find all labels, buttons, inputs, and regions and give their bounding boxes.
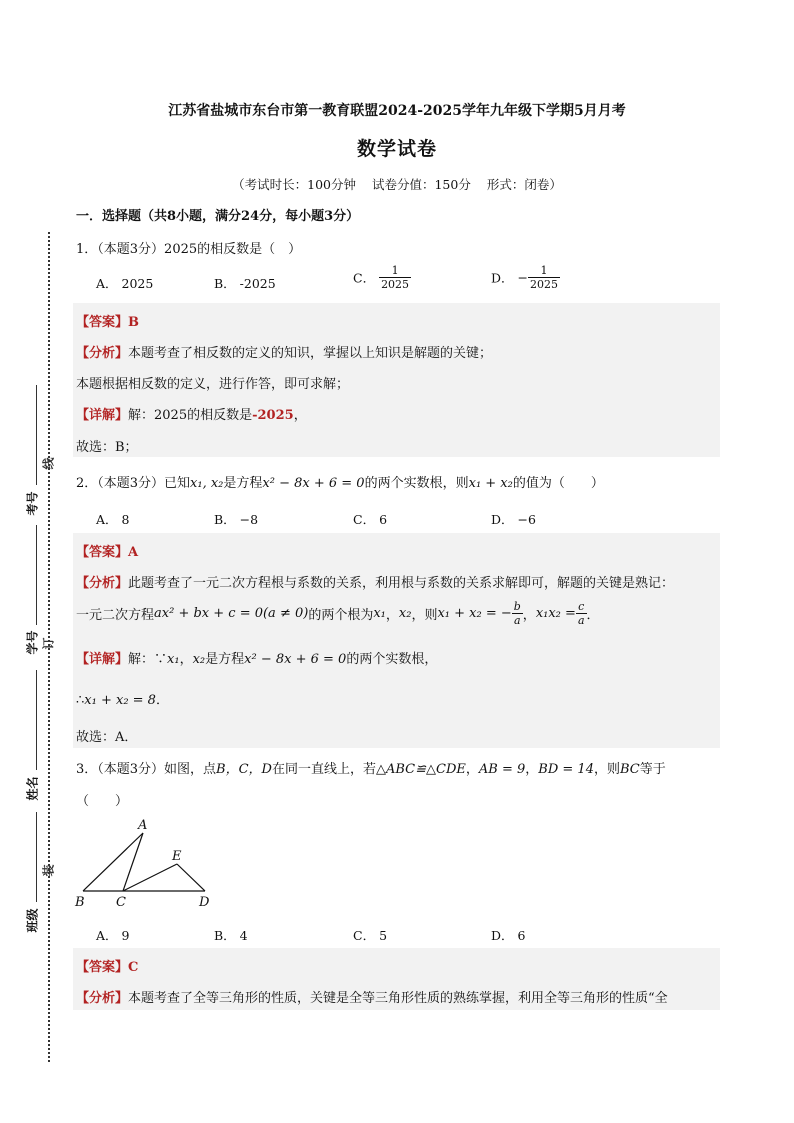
q2-option-b: B． −8 xyxy=(214,512,259,527)
q3-option-a: A． 9 xyxy=(96,928,130,943)
q3-analysis-1: 【分析】本题考查了全等三角形的性质，关键是全等三角形性质的熟练掌握，利用全等三角形的性质“全 xyxy=(76,991,668,1006)
segment-ed xyxy=(177,864,205,891)
q1-option-a: A． 2025 xyxy=(96,276,154,291)
q2-solution-box xyxy=(73,533,720,748)
q1-detail: 【详解】解：2025的相反数是-2025， xyxy=(76,408,307,423)
segment-ba xyxy=(83,833,143,891)
q3-option-c: C． 5 xyxy=(353,928,388,943)
info-time: （考试时长：100分钟 xyxy=(232,177,356,192)
q3-stem-paren: （ ） xyxy=(76,794,129,809)
q2-option-a: A． 8 xyxy=(96,512,130,527)
point-label-a: A xyxy=(138,818,148,833)
q1-option-b: B． -2025 xyxy=(214,276,276,291)
info-form: 形式：闭卷） xyxy=(486,177,562,192)
q1-option-c: C． $\frac{1}{2025}$ xyxy=(353,264,410,291)
xuehao-rule xyxy=(36,525,37,625)
q2-option-c: C． 6 xyxy=(353,512,388,527)
q2-choose: 故选：A． xyxy=(76,730,138,745)
q1-choose: 故选：B； xyxy=(76,440,138,455)
exam-info xyxy=(0,175,794,193)
exam-title-line1: 江苏省盐城市东台市第一教育联盟2024-2025学年九年级下学期5月月考 xyxy=(168,103,626,119)
kaohao-rule xyxy=(36,385,37,485)
q2-answer: 【答案】A xyxy=(76,545,139,560)
q2-option-d: D． −6 xyxy=(491,512,536,527)
info-score: 试卷分值：150分 xyxy=(371,177,471,192)
q2-stem: 2．（本题3分）已知x₁, x₂是方程x² − 8x + 6 = 0的两个实数根，则x₁ + x₂的值为（ ） xyxy=(76,476,604,491)
q2-therefore: ∴x₁ + x₂ = 8． xyxy=(76,693,169,708)
q2-analysis-2: 一元二次方程ax² + bx + c = 0(a ≠ 0)的两个根为x₁，x₂，则x₁ + x₂ = − $\frac{b}{a}$ ，x₁x₂ = $\frac{c}{a}$ ． xyxy=(76,600,600,627)
q2-detail: 【详解】解：∵x₁，x₂是方程x² − 8x + 6 = 0的两个实数根， xyxy=(76,652,438,667)
xingming-label: 姓名 xyxy=(25,776,40,801)
q3-option-b: B． 4 xyxy=(214,928,248,943)
banji-label: 班级 xyxy=(25,908,40,933)
xingming-rule xyxy=(36,670,37,770)
section-title: 一．选择题（共8小题，满分24分，每小题3分） xyxy=(76,209,360,224)
q1-option-d: D． − $\frac{1}{2025}$ xyxy=(491,264,558,291)
exam-title-line2: 数学试卷 xyxy=(356,138,437,160)
q3-stem: 3．（本题3分）如图，点B，C，D在同一直线上，若△ABC≌△CDE，AB = 9，BD = 14，则BC等于 xyxy=(76,762,666,777)
point-label-b: B xyxy=(75,895,85,910)
q3-option-d: D． 6 xyxy=(491,928,526,943)
point-label-e: E xyxy=(172,849,182,864)
q3-answer: 【答案】C xyxy=(76,960,139,975)
binding-label-xian: 线 xyxy=(41,457,56,470)
banji-rule xyxy=(36,812,37,902)
q1-analysis-2: 本题根据相反数的定义，进行作答，即可求解； xyxy=(76,377,350,392)
point-label-d: D xyxy=(199,895,210,910)
q3-triangle-figure xyxy=(70,815,220,910)
q1-stem: 1．（本题3分）2025的相反数是（ ） xyxy=(76,242,302,257)
binding-label-zhuang: 装 xyxy=(41,864,56,877)
binding-label-ding: 订 xyxy=(41,637,56,650)
xuehao-label: 学号 xyxy=(25,630,40,655)
kaohao-label: 考号 xyxy=(25,491,40,516)
q1-answer: 【答案】B xyxy=(76,315,140,330)
point-label-c: C xyxy=(116,895,126,910)
q2-analysis-1: 【分析】此题考查了一元二次方程根与系数的关系，利用根与系数的关系求解即可，解题的关键是熟记： xyxy=(76,576,675,591)
q1-analysis-1: 【分析】本题考查了相反数的定义的知识，掌握以上知识是解题的关键； xyxy=(76,346,493,361)
